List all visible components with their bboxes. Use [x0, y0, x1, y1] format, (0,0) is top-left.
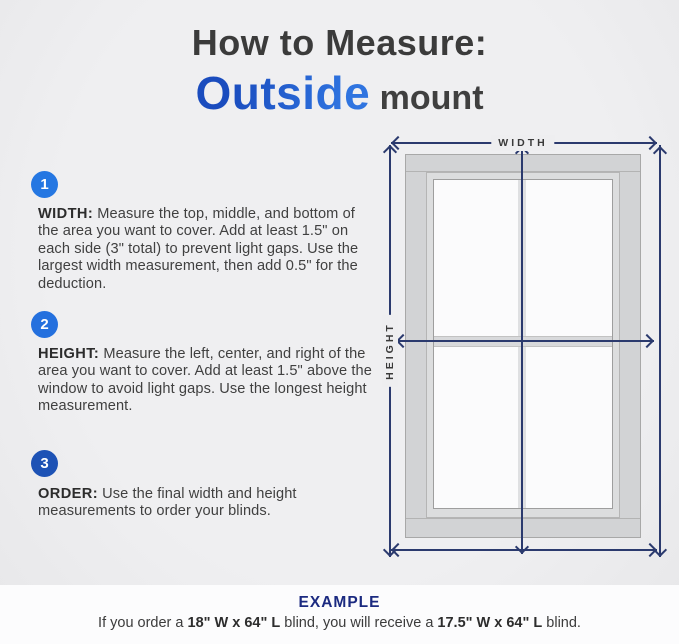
arrow-down-icon — [515, 540, 529, 554]
step-1-number: 1 — [40, 176, 49, 193]
window-sill-band — [406, 518, 640, 537]
title-emphasis: Outside — [195, 67, 371, 119]
step-3-body: Use the final width and height measurements to order your blinds. — [38, 486, 297, 520]
height-line-center — [521, 146, 523, 554]
arrow-right-icon — [643, 136, 657, 150]
example-segment: blind, you will receive a — [280, 615, 438, 631]
width-line-center — [396, 340, 654, 342]
step-3-number: 3 — [40, 455, 49, 472]
title-suffix: mount — [370, 79, 484, 117]
arrow-right-icon — [640, 334, 654, 348]
example-heading: EXAMPLE — [298, 594, 381, 611]
height-dimension-label: HEIGHT — [382, 315, 398, 387]
step-3-label: ORDER: — [38, 486, 98, 502]
arrow-up-icon — [653, 146, 667, 160]
arrow-down-icon — [653, 543, 667, 557]
example-segment: 17.5" W x 64" L — [437, 615, 543, 631]
example-segment: blind. — [542, 615, 581, 631]
title-line-1: How to Measure: — [191, 22, 488, 63]
example-segment: If you order a — [98, 615, 188, 631]
step-2-body: Measure the left, center, and right of the area you want to cover. Add at least 1.5" above the window to avoid light gaps. Use the longest height measurement. — [38, 346, 372, 415]
width-dimension-label: WIDTH — [491, 135, 554, 151]
step-2-number: 2 — [40, 316, 49, 333]
example-footer — [0, 585, 679, 644]
step-1-label: WIDTH: — [38, 206, 94, 222]
step-1-body: Measure the top, middle, and bottom of the area you want to cover. Add at least 1.5" on each side (3" total) to prevent light gaps. Use the largest width measurement, then add 0.5" for the deduction. — [38, 206, 359, 292]
example-segment: 18" W x 64" L — [187, 615, 281, 631]
example-sentence — [0, 615, 679, 631]
height-line-right — [659, 145, 661, 557]
step-2-label: HEIGHT: — [38, 346, 100, 362]
